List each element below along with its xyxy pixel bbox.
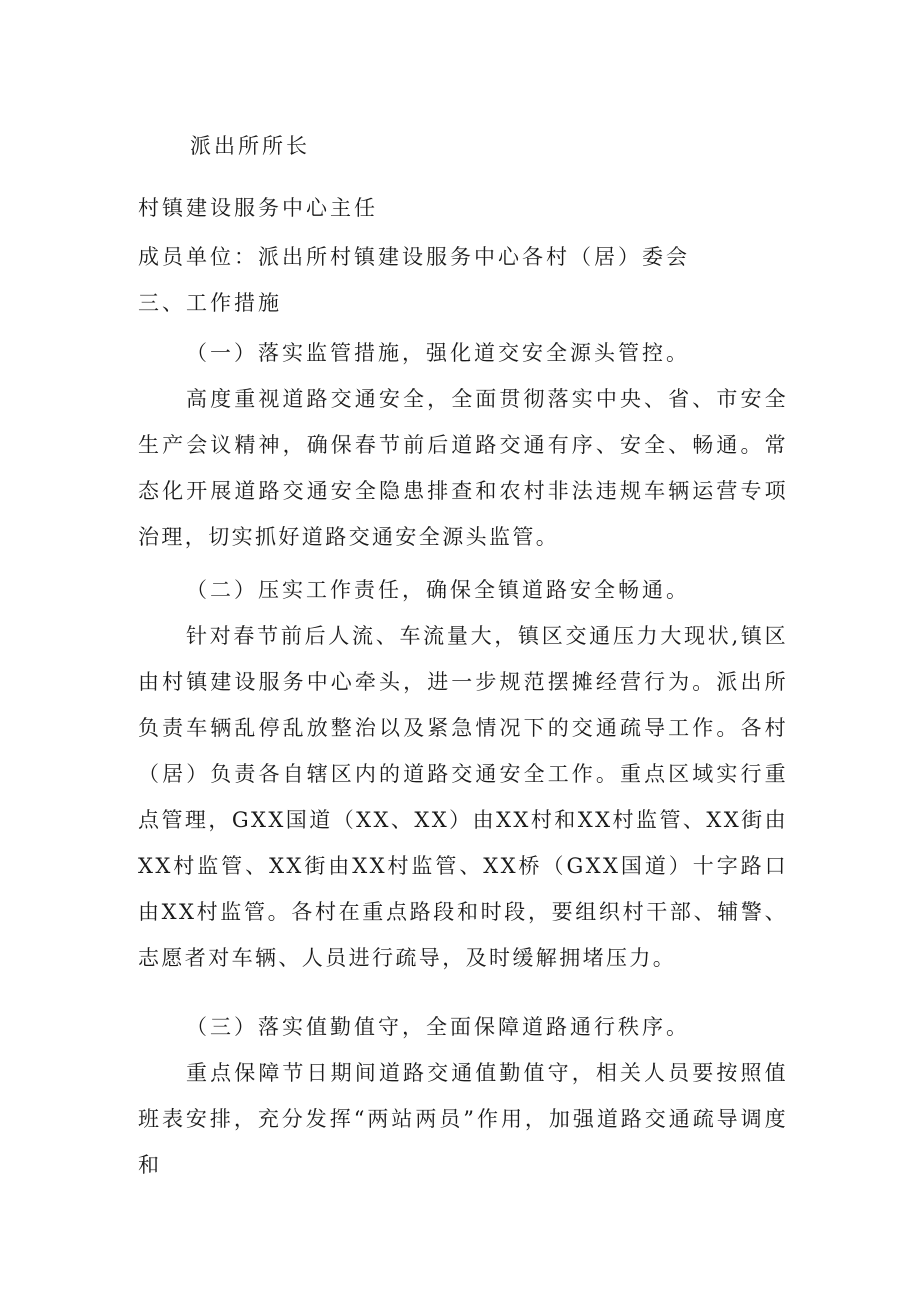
member-units: 成员单位：派出所村镇建设服务中心各村（居）委会 [138, 245, 690, 269]
section-heading-measures: 三、工作措施 [138, 291, 282, 315]
paragraph-2: 针对春节前后人流、车流量大，镇区交通压力大现状,镇区由村镇建设服务中心牵头，进一步规范摆摊经营行为。派出所负责车辆乱停乱放整治以及紧急情况下的交通疏导工作。各村（居）负责各自辖区内的道路交通安全工作。重点区域实行重点管理，GXX国道（XX、XX）由XX村和XX村监管、XX街由XX村监管、XX街由XX村监管、XX桥（GXX国道）十字路口由XX村监管。各村在重点路段和时段，要组织村干部、辅警、志愿者对车辆、人员进行疏导，及时缓解拥堵压力。 [138, 624, 788, 970]
subheading-2: （二）压实工作责任，确保全镇道路安全畅通。 [186, 578, 690, 602]
paragraph-3: 重点保障节日期间道路交通值勤值守，相关人员要按照值班表安排，充分发挥“两站两员”作用，加强道路交通疏导调度和 [138, 1061, 788, 1177]
paragraph-1: 高度重视道路交通安全，全面贯彻落实中央、省、市安全生产会议精神，确保春节前后道路交通有序、安全、畅通。常态化开展道路交通安全隐患排查和农村非法违规车辆运营专项治理，切实抓好道路交通安全源头监管。 [138, 387, 788, 549]
subheading-3: （三）落实值勤值守，全面保障道路通行秩序。 [186, 1015, 690, 1039]
member-center-director: 村镇建设服务中心主任 [138, 196, 378, 220]
member-police-chief: 派出所所长 [190, 134, 310, 158]
subheading-1: （一）落实监管措施，强化道交安全源头管控。 [186, 341, 690, 365]
